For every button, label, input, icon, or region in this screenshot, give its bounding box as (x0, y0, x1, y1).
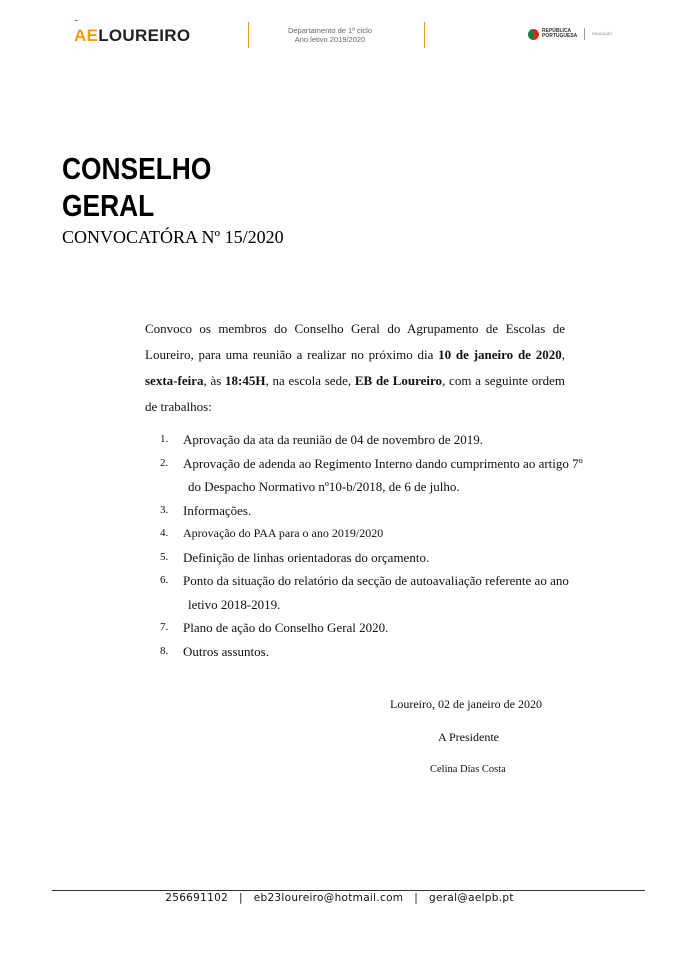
item-number: 5. (160, 550, 169, 563)
meeting-weekday: sexta-feira (145, 373, 204, 388)
item-text: Aprovação do PAA para o ano 2019/2020 (183, 526, 384, 540)
signer-role: A Presidente (438, 730, 499, 744)
meeting-time: 18:45H (225, 373, 266, 388)
agenda-item (160, 616, 620, 640)
footer-divider (52, 890, 645, 891)
flag-icon (528, 29, 539, 40)
intro-text: , na escola sede, (265, 373, 355, 388)
agenda-item (160, 569, 620, 616)
rp-line1: REPÚBLICA (542, 27, 572, 34)
intro-text: , (561, 347, 565, 362)
title-line2: GERAL (62, 188, 155, 223)
rp-wordmark (542, 29, 577, 40)
agenda-item (160, 428, 620, 452)
agenda-item (160, 499, 620, 523)
school-year-line: Ano letivo 2019/2020 (294, 35, 366, 44)
item-text: Aprovação de adenda ao Regimento Interno dando cumprimento ao artigo 7º (183, 455, 583, 471)
department-info (260, 26, 400, 44)
republica-portuguesa-logo (528, 28, 612, 40)
meeting-date: 10 de janeiro de 2020 (438, 347, 562, 362)
footer-contacts: 256691102 | eb23loureiro@hotmail.com | geral@aelpb.pt (165, 892, 514, 904)
item-text: Plano de ação do Conselho Geral 2020. (183, 620, 389, 635)
item-text: Outros assuntos. (183, 643, 269, 659)
meeting-location: EB de Loureiro (354, 373, 443, 388)
intro-text: Convoco os membros do Conselho Geral do Agrupamento de Escolas de Loureiro, para uma reunião a realizar no próximo dia (145, 321, 565, 362)
logo-mark (75, 20, 78, 21)
school-logo (74, 26, 190, 46)
agenda-item (160, 452, 620, 499)
item-text-continued: letivo 2018-2019. (188, 596, 281, 612)
agenda-item (160, 546, 620, 570)
item-text: Aprovação da ata da reunião de 04 de novembro de 2019. (183, 432, 483, 447)
intro-paragraph (145, 316, 565, 420)
agenda-list (160, 428, 620, 663)
item-number: 6. (160, 574, 169, 586)
intro-text: , às (203, 373, 226, 388)
document-subtitle: CONVOCATÓRA Nº 15/2020 (62, 227, 284, 247)
rp-education: EDUCAÇÃO (592, 32, 613, 36)
rp-line2: PORTUGUESA (542, 33, 578, 39)
item-text: Definição de linhas orientadoras do orçamento. (183, 549, 430, 565)
item-text: Ponto da situação do relatório da secção de autoavaliação referente ao ano (183, 573, 569, 588)
title-line1: CONSELHO (62, 151, 212, 186)
item-number: 4. (160, 527, 169, 539)
document-title (62, 150, 211, 224)
item-text: Informações. (183, 502, 252, 518)
place-date: Loureiro, 02 de janeiro de 2020 (390, 697, 542, 711)
department-line: Departamento de 1º ciclo (287, 26, 373, 35)
logo-name-text: LOUREIRO (98, 26, 191, 45)
logo-ae-text: AE (74, 26, 99, 45)
item-number: 7. (160, 621, 169, 633)
agenda-item (160, 640, 620, 664)
header-divider-right (424, 22, 425, 48)
item-number: 8. (160, 644, 169, 657)
rp-separator (584, 28, 585, 40)
item-number: 3. (160, 503, 169, 516)
item-text-continued: do Despacho Normativo nº10-b/2018, de 6 de julho. (188, 479, 460, 494)
signer-name: Celina Dias Costa (430, 764, 506, 775)
item-number: 1. (160, 433, 169, 445)
agenda-item (160, 522, 620, 546)
item-number: 2. (160, 456, 169, 469)
header-divider-left (248, 22, 249, 48)
intro-text: , com a seguinte ordem de trabalhos: (145, 373, 565, 414)
